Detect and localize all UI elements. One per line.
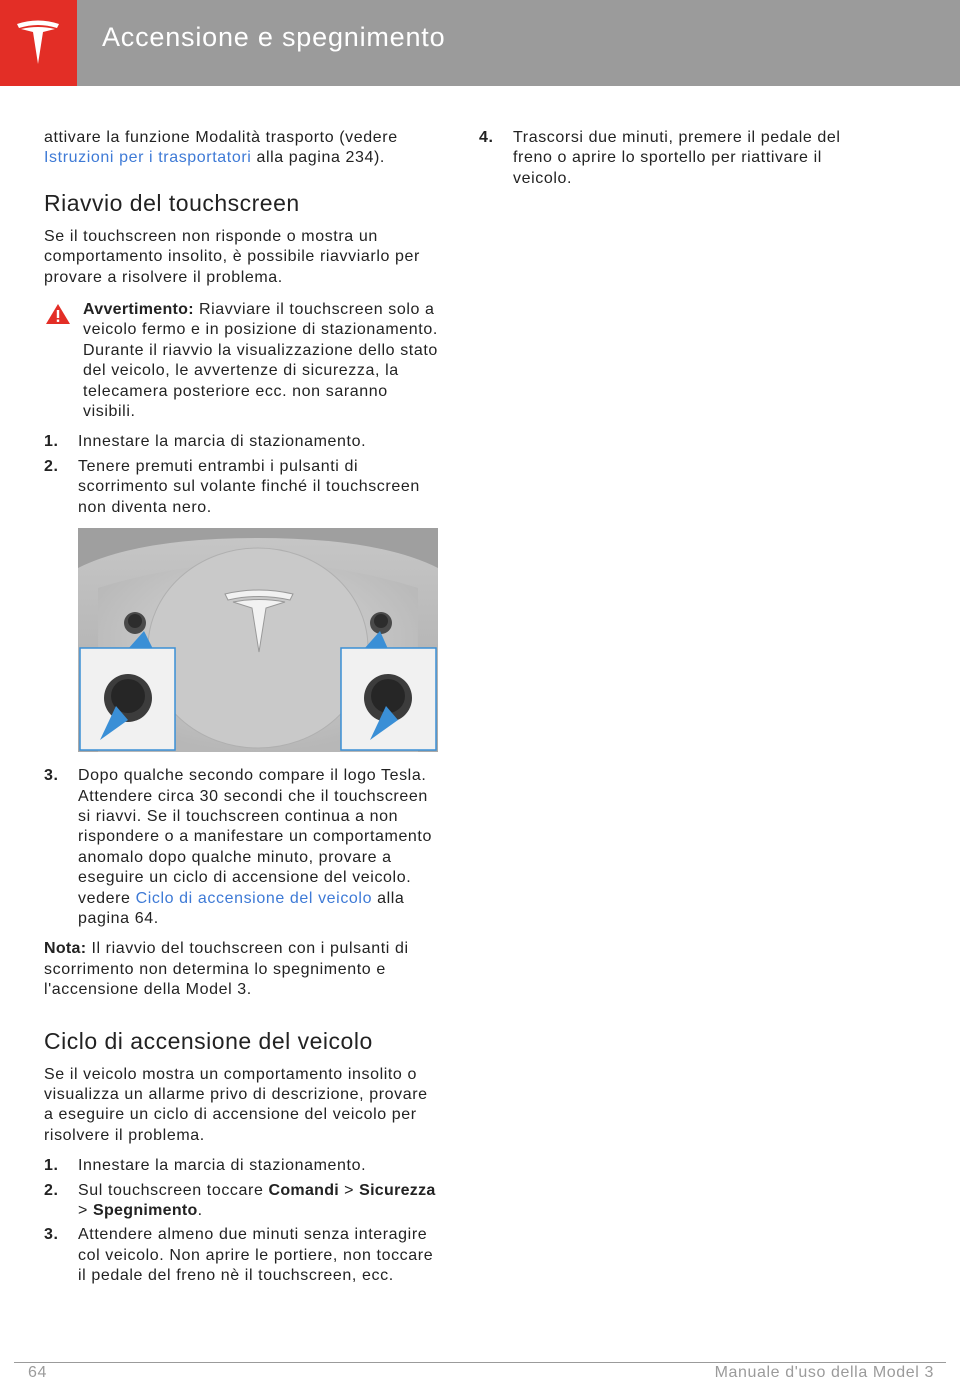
heading-ciclo-accensione: Ciclo di accensione del veicolo (44, 1027, 373, 1054)
warning-triangle-icon (45, 303, 71, 325)
warning-text: Riavviare il touchscreen solo a veicolo fermo e in posizione di stazionamento. Durante il riavvio la visualizzazione dello stato del veicolo, le avvertenze di sicurezza, la telecamera posteriore ecc. non saranno visibili. (83, 301, 438, 421)
list-item: 2. Tenere premuti entrambi i pulsanti di scorrimento sul volante finché il touchscreen non diventa nero. (44, 457, 420, 516)
heading-riavvio: Riavvio del touchscreen (44, 189, 300, 216)
note-paragraph: Nota: Il riavvio del touchscreen con i pulsanti di scorrimento non determina lo spegnimento e l'accensione della Model 3. (44, 940, 409, 999)
list-item: 3. Dopo qualche secondo compare il logo Tesla. Attendere circa 30 secondi che il touchscreen si riavvi. Se il touchscreen continua a non rispondere o a manifestare un comportamento anomalo dopo qualche minuto, provare a eseguire un ciclo di accensione del veicolo. vedere Ciclo di accensione del veicolo alla pagina 64. (44, 767, 432, 927)
warning-label: Avvertimento: (83, 301, 194, 319)
page-number: 64 (28, 1364, 47, 1381)
list-item: 1. Innestare la marcia di stazionamento. (44, 433, 367, 451)
footer-title: Manuale d'uso della Model 3 (714, 1364, 934, 1381)
tesla-t-icon (13, 18, 63, 68)
note-label: Nota: (44, 940, 87, 958)
list-item: 3. Attendere almeno due minuti senza interagire col veicolo. Non aprire le portiere, non toccare il pedale del freno nè il touchscreen, ecc. (44, 1226, 434, 1285)
warning-box (44, 300, 440, 422)
section-title: Accensione e spegnimento (102, 22, 446, 52)
steering-wheel-illustration (78, 528, 438, 752)
left-column (44, 128, 440, 1291)
page-header (0, 0, 960, 86)
steering-wheel-image (78, 528, 438, 752)
link-istruzioni-trasportatori[interactable]: Istruzioni per i trasportatori (44, 149, 252, 167)
link-ciclo-accensione[interactable]: Ciclo di accensione del veicolo (135, 889, 373, 907)
list-item: 4. Trascorsi due minuti, premere il pedale del freno o aprire lo sportello per riattivare il veicolo. (479, 129, 841, 187)
intro-paragraph: attivare la funzione Modalità trasporto (vedere Istruzioni per i trasportatori alla pagina 234). (44, 129, 398, 167)
restart-paragraph: Se il touchscreen non risponde o mostra un comportamento insolito, è possibile riavviarlo per provare a risolvere il problema. (44, 227, 420, 286)
tesla-logo (0, 0, 77, 86)
powercycle-paragraph: Se il veicolo mostra un comportamento insolito o visualizza un allarme privo di descrizione, provare a eseguire un ciclo di accensione del veicolo per risolvere il problema. (44, 1065, 428, 1144)
list-item: 2. Sul touchscreen toccare Comandi > Sicurezza > Spegnimento. (44, 1181, 436, 1219)
right-column (479, 128, 879, 193)
list-item: 1. Innestare la marcia di stazionamento. (44, 1157, 367, 1175)
footer-divider (14, 1362, 946, 1363)
